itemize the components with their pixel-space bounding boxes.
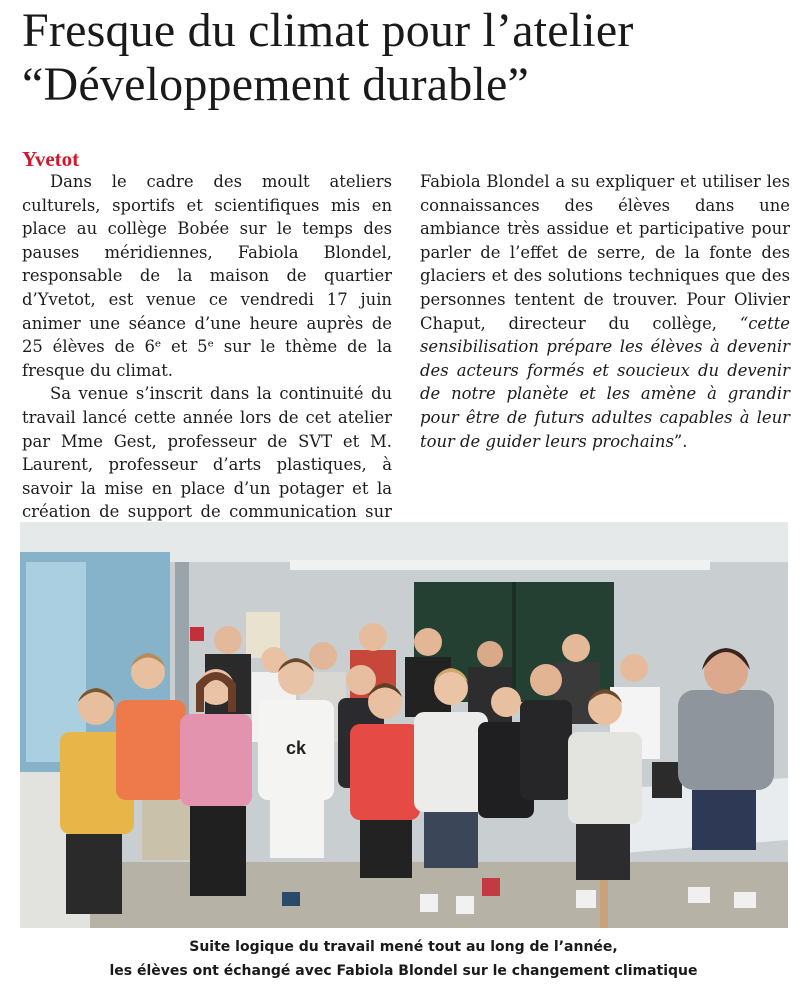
headline-line-1: Fresque du climat pour l’atelier (22, 4, 634, 57)
fire-sign (190, 627, 204, 641)
ceiling-light (290, 560, 710, 570)
location-kicker: Yvetot (22, 147, 80, 171)
quote-close: ”. (673, 431, 688, 451)
board-divider (512, 582, 516, 702)
group-photo (20, 522, 788, 928)
headline-line-2: “Développement durable” (22, 58, 530, 111)
article-column-right (420, 170, 790, 453)
shirt-logo: ck (285, 738, 307, 758)
article-column-left (22, 170, 392, 548)
article-paragraph-1: Dans le cadre des moult ateliers culturels, sportifs et scientifiques mis en place au collège Bobée sur le temps des pauses méridiennes, Fabiola Blondel, responsable de la maison de quartier d’Yvetot, est venue ce vendredi 17 juin animer une séance d’une heure auprès de 25 élèves de 6ᵉ et 5ᵉ sur le thème de la fresque du climat. (22, 172, 392, 380)
headline (22, 4, 802, 112)
article-paragraph-2: Sa venue s’inscrit dans la continuité du travail lancé cette année lors de cet atelier par Mme Gest, professeur de SVT et M. Laurent, professeur d’arts plastiques, à savoir la mise en place d’un potager et la création de support de communication sur (22, 384, 392, 522)
microscope (652, 762, 682, 798)
caption-line-1: Suite logique du travail mené tout au long de l’année, (189, 939, 618, 955)
article-paragraph-3 (420, 170, 790, 453)
classroom-scene (20, 522, 788, 928)
caption-line-2: les élèves ont échangé avec Fabiola Blondel sur le changement climatique (109, 963, 698, 979)
photo-caption (0, 935, 807, 983)
director-quote: “cette sensibilisation prépare les élèves à devenir des acteurs formés et soucieux du devenir de notre planète et les amène à grandir pour être de futurs adultes capables à leur tour de guider leurs prochains (420, 313, 790, 451)
article-paragraph-3-text: Fabiola Blondel a su expliquer et utiliser les connaissances des élèves dans une ambiance très assidue et participative pour parler de l’effet de serre, de la fonte des glaciers et des solutions techniques que des personnes tentent de trouver. Pour Olivier Chaput, directeur du collège, (420, 172, 790, 333)
